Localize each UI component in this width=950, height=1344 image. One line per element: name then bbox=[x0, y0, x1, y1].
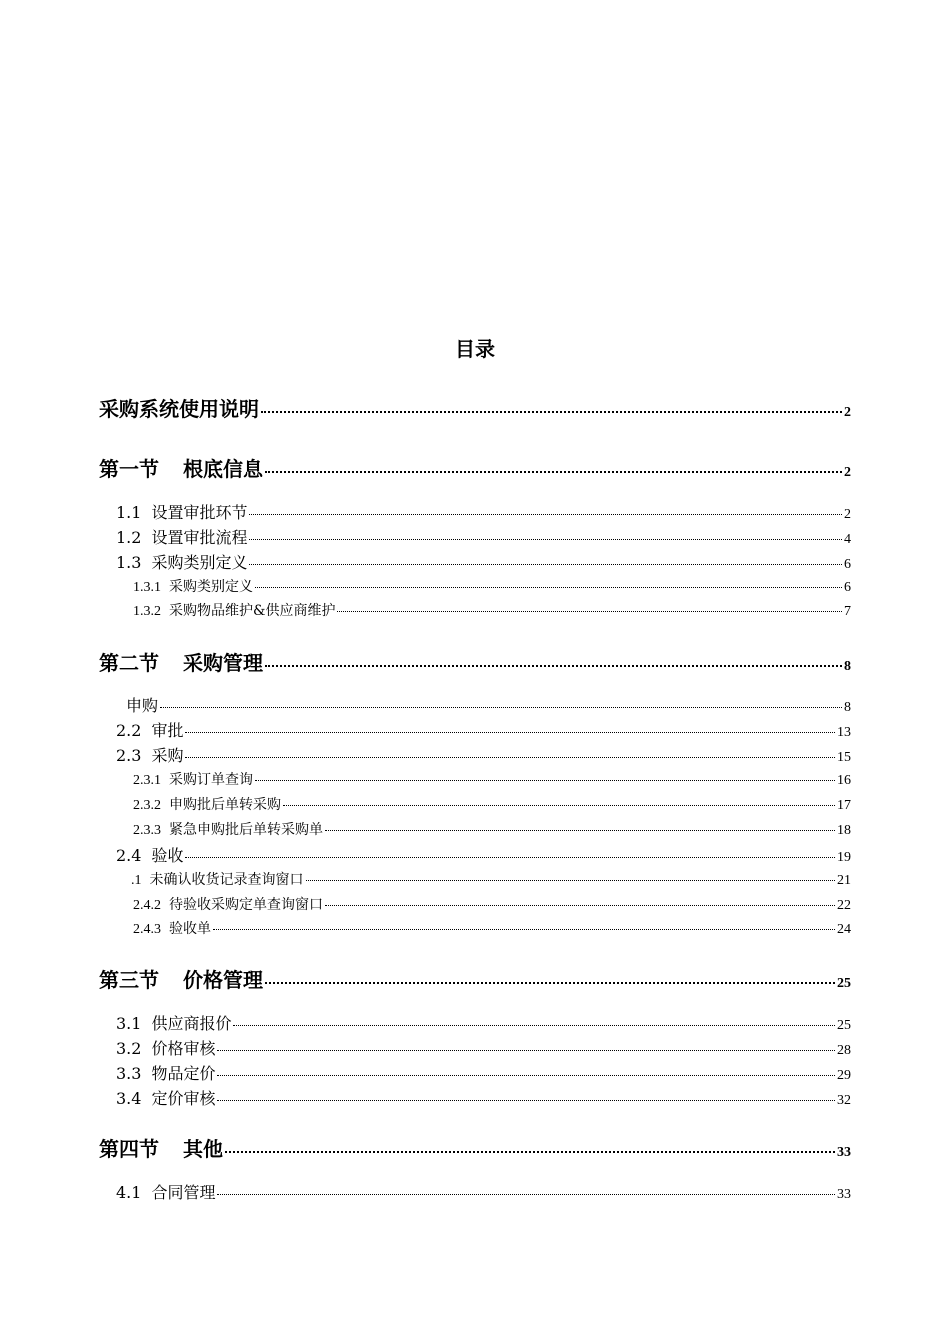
toc-page-number: 7 bbox=[844, 604, 851, 619]
toc-entry-title bbox=[116, 1063, 215, 1085]
toc-entry[interactable] bbox=[133, 820, 851, 841]
toc-page-number: 13 bbox=[837, 725, 851, 740]
toc-entry-label: 采购类别定义 bbox=[151, 553, 248, 572]
toc-entry-title bbox=[99, 1136, 223, 1162]
toc-page-number: 25 bbox=[837, 976, 851, 991]
dot-leader bbox=[185, 757, 835, 758]
toc-entry-label: 合同管理 bbox=[151, 1183, 216, 1202]
toc-page-number: 4 bbox=[844, 532, 851, 547]
toc-entry-label: 申购 bbox=[126, 696, 159, 715]
toc-entry-label: 采购订单查询 bbox=[169, 772, 253, 788]
toc-page-number: 2 bbox=[844, 405, 851, 420]
dot-leader bbox=[217, 1194, 835, 1195]
toc-page-number: 2 bbox=[844, 465, 851, 480]
toc-entry-number: 4.1 bbox=[116, 1183, 142, 1202]
toc-entry-title bbox=[99, 456, 263, 482]
toc-entry-label: 未确认收货记录查询窗口 bbox=[149, 872, 304, 888]
toc-entry-title bbox=[133, 577, 253, 598]
toc-entry-number: 1.3.1 bbox=[133, 580, 161, 595]
toc-page-number: 8 bbox=[844, 659, 851, 674]
toc-entry-number: 3.2 bbox=[116, 1039, 142, 1058]
toc-entry-label: 定价审核 bbox=[151, 1089, 216, 1108]
toc-entry-title bbox=[126, 695, 158, 717]
toc-entry-title bbox=[133, 770, 253, 791]
dot-leader bbox=[217, 1075, 835, 1076]
toc-entry-number: 2.3 bbox=[116, 746, 142, 765]
dot-leader bbox=[337, 611, 842, 612]
toc-entry-number: 2.3.3 bbox=[133, 823, 161, 838]
toc-entry-title bbox=[116, 745, 183, 767]
toc-page-number: 18 bbox=[837, 823, 851, 838]
toc-entry[interactable] bbox=[116, 845, 851, 869]
dot-leader bbox=[261, 411, 842, 413]
dot-leader bbox=[306, 880, 836, 881]
toc-entry-title bbox=[116, 1038, 215, 1060]
toc-entry-number: 2.4.3 bbox=[133, 922, 161, 937]
dot-leader bbox=[185, 857, 835, 858]
toc-entry-title bbox=[133, 820, 323, 841]
toc-page-number: 8 bbox=[844, 700, 851, 715]
dot-leader bbox=[325, 905, 835, 906]
toc-entry[interactable] bbox=[116, 527, 851, 551]
toc-entry-label: 其他 bbox=[183, 1137, 223, 1161]
toc-entry[interactable] bbox=[116, 1182, 851, 1206]
toc-entry-number: 第三节 bbox=[99, 968, 159, 992]
toc-page-number: 25 bbox=[837, 1018, 851, 1033]
toc-entry[interactable] bbox=[99, 396, 851, 426]
toc-entry-label: 紧急申购批后单转采购单 bbox=[169, 822, 323, 838]
toc-entry[interactable] bbox=[116, 1013, 851, 1037]
toc-entry-title bbox=[116, 552, 247, 574]
toc-entry-number: 1.1 bbox=[116, 503, 142, 522]
toc-entry[interactable] bbox=[116, 720, 851, 744]
toc-page-number: 6 bbox=[844, 580, 851, 595]
toc-entry[interactable] bbox=[116, 1063, 851, 1087]
toc-entry-number: 2.2 bbox=[116, 721, 142, 740]
toc-entry-title bbox=[99, 967, 263, 993]
toc-entry[interactable] bbox=[116, 552, 851, 576]
toc-entry[interactable] bbox=[131, 870, 851, 891]
toc-entry-label: 采购 bbox=[151, 746, 184, 765]
toc-entry-title bbox=[116, 720, 183, 742]
toc-entry[interactable] bbox=[133, 601, 851, 622]
toc-entry-number: 2.3.2 bbox=[133, 798, 161, 813]
dot-leader bbox=[160, 707, 842, 708]
toc-title: 目录 bbox=[455, 337, 495, 361]
toc-entry-title bbox=[99, 650, 263, 676]
toc-page-number: 16 bbox=[837, 773, 851, 788]
toc-entry-title bbox=[99, 396, 259, 422]
toc-entry-number: 1.3.2 bbox=[133, 604, 161, 619]
toc-entry-number: 2.4.2 bbox=[133, 898, 161, 913]
toc-entry[interactable] bbox=[133, 795, 851, 816]
toc-entry[interactable] bbox=[99, 1136, 851, 1166]
toc-entry[interactable] bbox=[116, 745, 851, 769]
toc-page-number: 24 bbox=[837, 922, 851, 937]
dot-leader bbox=[233, 1025, 835, 1026]
dot-leader bbox=[255, 780, 835, 781]
toc-entry-number: 3.3 bbox=[116, 1064, 142, 1083]
toc-entry-title bbox=[133, 895, 323, 916]
toc-entry-label: 价格审核 bbox=[151, 1039, 216, 1058]
dot-leader bbox=[217, 1100, 835, 1101]
toc-entry[interactable] bbox=[126, 695, 851, 719]
toc-entry[interactable] bbox=[133, 919, 851, 940]
toc-entry-number: 第一节 bbox=[99, 457, 159, 481]
toc-page-number: 22 bbox=[837, 898, 851, 913]
toc-page-number: 2 bbox=[844, 507, 851, 522]
toc-entry[interactable] bbox=[116, 1088, 851, 1112]
toc-entry-label: 设置审批流程 bbox=[151, 528, 248, 547]
toc-entry-label: 价格管理 bbox=[183, 968, 263, 992]
toc-entry-label: 申购批后单转采购 bbox=[169, 797, 281, 813]
toc-page-number: 28 bbox=[837, 1043, 851, 1058]
toc-entry-number: 3.4 bbox=[116, 1089, 142, 1108]
dot-leader bbox=[213, 929, 835, 930]
toc-entry-number: 第二节 bbox=[99, 651, 159, 675]
toc-entry[interactable] bbox=[116, 502, 851, 526]
toc-page-number: 15 bbox=[837, 750, 851, 765]
toc-entry-number: 1.2 bbox=[116, 528, 142, 547]
toc-entry-number: 1.3 bbox=[116, 553, 142, 572]
toc-entry-title bbox=[133, 795, 281, 816]
dot-leader bbox=[249, 539, 842, 540]
toc-page-number: 33 bbox=[837, 1187, 851, 1202]
toc-entry-label: 物品定价 bbox=[151, 1064, 216, 1083]
toc-entry-label: 采购系统使用说明 bbox=[99, 397, 259, 421]
toc-entry-title bbox=[133, 601, 335, 622]
toc-entry-label: 验收单 bbox=[169, 921, 211, 937]
dot-leader bbox=[217, 1050, 835, 1051]
toc-entry-number: 3.1 bbox=[116, 1014, 142, 1033]
toc-page-number: 33 bbox=[837, 1145, 851, 1160]
toc-entry-number: 2.4 bbox=[116, 846, 142, 865]
toc-entry-label: 待验收采购定单查询窗口 bbox=[169, 897, 323, 913]
toc-entry-label: 采购管理 bbox=[183, 651, 263, 675]
dot-leader bbox=[225, 1151, 835, 1153]
toc-entry-title bbox=[116, 845, 183, 867]
dot-leader bbox=[249, 514, 842, 515]
toc-entry[interactable] bbox=[133, 895, 851, 916]
toc-entry-label: 审批 bbox=[151, 721, 184, 740]
toc-entry-title bbox=[116, 527, 247, 549]
toc-entry-label: 采购物品维护&供应商维护 bbox=[169, 603, 336, 619]
dot-leader bbox=[255, 587, 842, 588]
toc-entry-number: 第四节 bbox=[99, 1137, 159, 1161]
toc-entry-label: 采购类别定义 bbox=[169, 579, 253, 595]
toc-entry-title bbox=[116, 1013, 231, 1035]
dot-leader bbox=[249, 564, 842, 565]
dot-leader bbox=[325, 830, 835, 831]
toc-entry[interactable] bbox=[99, 650, 851, 680]
toc-entry[interactable] bbox=[133, 577, 851, 598]
toc-entry-title bbox=[133, 919, 211, 940]
dot-leader bbox=[283, 805, 835, 806]
toc-entry-label: 供应商报价 bbox=[151, 1014, 232, 1033]
toc-page-number: 21 bbox=[837, 873, 851, 888]
toc-entry-label: 设置审批环节 bbox=[151, 503, 248, 522]
toc-entry-label: 验收 bbox=[151, 846, 184, 865]
toc-entry[interactable] bbox=[133, 770, 851, 791]
toc-entry-title bbox=[131, 870, 304, 891]
toc-entry-label: 根底信息 bbox=[183, 457, 263, 481]
toc-entry[interactable] bbox=[116, 1038, 851, 1062]
toc-page-number: 19 bbox=[837, 850, 851, 865]
toc-entry-number: 2.3.1 bbox=[133, 773, 161, 788]
toc-entry-title bbox=[116, 502, 247, 524]
toc-entry-title bbox=[116, 1088, 215, 1110]
toc-page-number: 32 bbox=[837, 1093, 851, 1108]
toc-entry-number: .1 bbox=[131, 873, 142, 888]
dot-leader bbox=[265, 471, 842, 473]
toc-page-number: 6 bbox=[844, 557, 851, 572]
toc-page-number: 17 bbox=[837, 798, 851, 813]
dot-leader bbox=[265, 982, 835, 984]
dot-leader bbox=[185, 732, 835, 733]
toc-entry[interactable] bbox=[99, 456, 851, 486]
toc-page-number: 29 bbox=[837, 1068, 851, 1083]
toc-entry[interactable] bbox=[99, 967, 851, 997]
dot-leader bbox=[265, 665, 842, 667]
toc-entry-title bbox=[116, 1182, 215, 1204]
